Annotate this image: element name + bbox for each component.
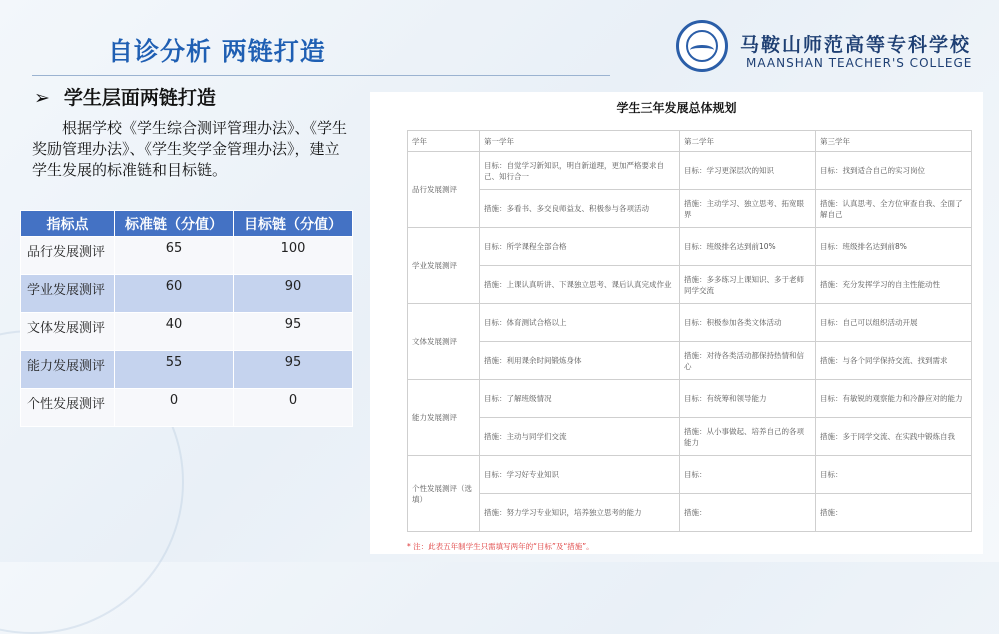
plan-cell: 措施：多于同学交流、在实践中锻炼自我 (816, 418, 972, 456)
plan-cell: 措施：主动与同学们交流 (480, 418, 680, 456)
college-name-cn: 马鞍山师范高等专科学校 (740, 34, 972, 56)
table-cell: 100 (234, 237, 353, 275)
plan-cell: 措施：认真思考、全方位审查自我、全面了解自己 (816, 190, 972, 228)
plan-group-cell: 学业发展测评 (408, 228, 480, 304)
index-table (20, 210, 353, 427)
college-name-en: MAANSHAN TEACHER'S COLLEGE (746, 56, 973, 70)
plan-cell: 目标：有统筹和领导能力 (680, 380, 816, 418)
plan-cell: 措施：多多练习上课知识、多于老师同学交流 (680, 266, 816, 304)
plan-row (408, 190, 972, 228)
plan-cell: 目标：学习更深层次的知识 (680, 152, 816, 190)
table-row (21, 389, 353, 427)
table-cell: 学业发展测评 (21, 275, 115, 313)
header-cell: 指标点 (21, 211, 115, 237)
header-cell: 目标链（分值） (234, 211, 353, 237)
plan-cell: 目标： (816, 456, 972, 494)
table-cell: 文体发展测评 (21, 313, 115, 351)
plan-cell: 目标：自己可以组织活动开展 (816, 304, 972, 342)
table-cell: 能力发展测评 (21, 351, 115, 389)
plan-row (408, 342, 972, 380)
table-cell: 0 (115, 389, 234, 427)
plan-row (408, 152, 972, 190)
plan-cell: 措施： (816, 494, 972, 532)
table-header-row (21, 211, 353, 237)
plan-row (408, 304, 972, 342)
plan-cell: 措施：从小事做起、培养自己的各项能力 (680, 418, 816, 456)
plan-cell: 目标：所学课程全部合格 (480, 228, 680, 266)
plan-cell: 措施：上课认真听讲、下课独立思考、课后认真完成作业 (480, 266, 680, 304)
table-row (21, 275, 353, 313)
plan-cell: 目标：了解班级情况 (480, 380, 680, 418)
plan-header-cell: 第二学年 (680, 131, 816, 152)
plan-group-cell: 品行发展测评 (408, 152, 480, 228)
plan-cell: 目标：学习好专业知识 (480, 456, 680, 494)
plan-row (408, 228, 972, 266)
plan-cell: 目标：找到适合自己的实习岗位 (816, 152, 972, 190)
plan-row (408, 494, 972, 532)
plan-header-row (408, 131, 972, 152)
plan-group-cell: 个性发展测评（选填） (408, 456, 480, 532)
plan-row (408, 418, 972, 456)
arrow-bullet-icon: ➢ (34, 87, 50, 109)
plan-cell: 措施：充分发挥学习的自主性能动性 (816, 266, 972, 304)
table-cell: 55 (115, 351, 234, 389)
plan-cell: 措施：对待各类活动都保持热情和信心 (680, 342, 816, 380)
table-cell: 95 (234, 313, 353, 351)
plan-row (408, 266, 972, 304)
title-divider (32, 75, 610, 76)
plan-cell: 目标：积极参加各类文体活动 (680, 304, 816, 342)
table-row (21, 237, 353, 275)
section-heading (34, 83, 216, 110)
plan-cell: 措施：主动学习、独立思考、拓宽眼界 (680, 190, 816, 228)
plan-cell: 措施：与各个同学保持交流、找到需求 (816, 342, 972, 380)
table-cell: 40 (115, 313, 234, 351)
plan-cell: 措施： (680, 494, 816, 532)
table-row (21, 313, 353, 351)
page-title: 自诊分析 两链打造 (108, 37, 326, 66)
plan-cell: 目标：班级排名达到前10% (680, 228, 816, 266)
table-cell: 品行发展测评 (21, 237, 115, 275)
table-row (21, 351, 353, 389)
plan-note: * 注：此表五年制学生只需填写两年的“目标”及“措施”。 (407, 542, 594, 551)
plan-cell: 目标：有敏锐的观察能力和冷静应对的能力 (816, 380, 972, 418)
plan-group-cell: 能力发展测评 (408, 380, 480, 456)
header-cell: 标准链（分值） (115, 211, 234, 237)
section-title: 学生层面两链打造 (63, 87, 216, 109)
plan-row (408, 380, 972, 418)
section-paragraph: 根据学校《学生综合测评管理办法》、《学生奖励管理办法》、《学生奖学金管理办法》，建立学生发展的标准链和目标链。 (32, 119, 348, 179)
plan-image-panel (370, 92, 983, 554)
table-cell: 个性发展测评 (21, 389, 115, 427)
plan-cell: 目标：自觉学习新知识，明自新道理，更加严格要求自己、知行合一 (480, 152, 680, 190)
table-cell: 95 (234, 351, 353, 389)
table-cell: 90 (234, 275, 353, 313)
table-cell: 0 (234, 389, 353, 427)
plan-cell: 目标：体育测试合格以上 (480, 304, 680, 342)
plan-cell: 目标： (680, 456, 816, 494)
plan-row (408, 456, 972, 494)
plan-cell: 措施：利用课余时间锻炼身体 (480, 342, 680, 380)
plan-header-cell: 第三学年 (816, 131, 972, 152)
plan-cell: 目标：班级排名达到前8% (816, 228, 972, 266)
plan-header-cell: 第一学年 (480, 131, 680, 152)
table-cell: 65 (115, 237, 234, 275)
plan-group-cell: 文体发展测评 (408, 304, 480, 380)
college-logo-icon (676, 20, 728, 72)
plan-cell: 措施：努力学习专业知识，培养独立思考的能力 (480, 494, 680, 532)
plan-table (407, 130, 972, 532)
plan-cell: 措施：多看书、多交良师益友、积极参与各项活动 (480, 190, 680, 228)
table-cell: 60 (115, 275, 234, 313)
plan-header-cell: 学年 (408, 131, 480, 152)
plan-title: 学生三年发展总体规划 (616, 101, 737, 115)
